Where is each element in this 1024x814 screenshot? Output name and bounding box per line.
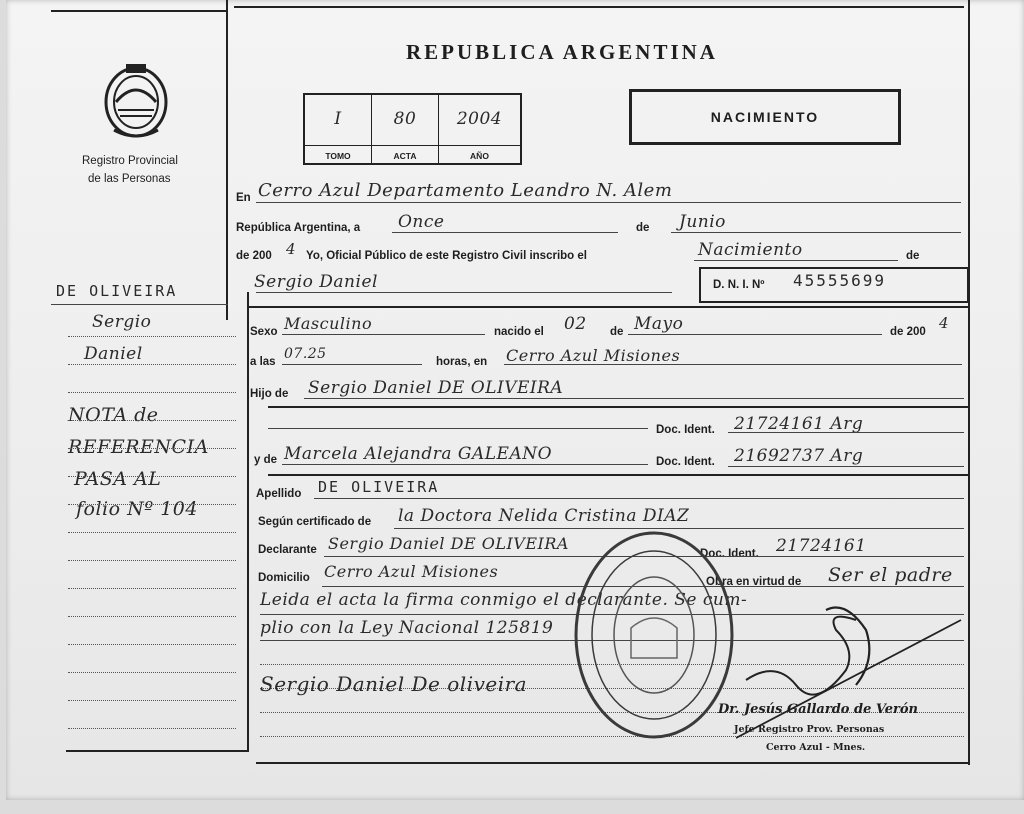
acta-label: ACTA [393, 151, 417, 161]
label-de-year: de 200 [236, 250, 272, 262]
month-written-value: Junio [679, 212, 726, 232]
closing-line-1: Leida el acta la firma conmigo el declarante. Se cum- [260, 590, 748, 610]
official-name: Dr. Jesús Gallardo de Verón [718, 702, 919, 717]
label-declarante: Declarante [258, 544, 317, 556]
label-apellido: Apellido [256, 488, 302, 500]
father-doc-rule [728, 432, 964, 433]
ano-label: AÑO [470, 151, 489, 161]
sidebar-dotted-line [68, 700, 236, 701]
sidebar-dotted-line [68, 728, 236, 729]
label-horas: horas, en [436, 356, 488, 368]
province-coat-of-arms-icon [100, 58, 172, 144]
sidebar-note-line2: REFERENCIA [68, 436, 209, 458]
right-border [968, 0, 970, 765]
label-de-2: de [906, 250, 920, 262]
mother-name-rule [282, 464, 648, 465]
label-hijo: Hijo de [250, 388, 289, 400]
birth-place-rule [504, 364, 962, 365]
month-rule [671, 232, 961, 233]
label-republica: República Argentina, a [236, 222, 361, 234]
sidebar-dotted-line [68, 532, 236, 533]
sidebar-dotted-line [68, 420, 236, 421]
official-title: Jefe Registro Prov. Personas [734, 724, 885, 735]
sidebar-dotted-line [68, 588, 236, 589]
label-sexo: Sexo [250, 326, 278, 338]
declarant-signature: Sergio Daniel De oliveira [260, 672, 528, 696]
capacity-value: Ser el padre [828, 564, 953, 586]
sidebar-dotted-line [68, 336, 236, 337]
label-nacido: nacido el [494, 326, 544, 338]
label-obra: Obra en virtud de [706, 576, 802, 588]
sidebar-dotted-line [68, 644, 236, 645]
sidebar-given-name-2: Daniel [84, 344, 143, 364]
birth-day-value: 02 [564, 314, 587, 334]
sidebar-dotted-line [68, 504, 236, 505]
father-name-value: Sergio Daniel DE OLIVEIRA [308, 378, 564, 398]
place-value: Cerro Azul Departamento Leandro N. Alem [258, 180, 673, 201]
sidebar-note-line3: PASA AL [74, 468, 162, 490]
document-type-box: NACIMIENTO [629, 89, 901, 145]
birth-time-rule [282, 364, 422, 365]
divider-vertical [247, 292, 249, 752]
mother-doc-rule [728, 466, 964, 467]
registry-name-line2: de las Personas [88, 173, 171, 185]
sidebar-dotted-line [68, 448, 236, 449]
label-doc-2: Doc. Ident. [656, 456, 715, 468]
mother-doc-value: 21692737 Arg [734, 446, 864, 466]
acta-value: 80 [393, 109, 417, 129]
row-separator-3 [268, 474, 968, 476]
day-rule [392, 232, 618, 233]
event-value: Nacimiento [698, 240, 803, 260]
address-value: Cerro Azul Misiones [324, 562, 499, 581]
label-en: En [236, 192, 251, 204]
certifier-value: la Doctora Nelida Cristina DIAZ [398, 506, 690, 526]
bottom-rule [256, 762, 970, 764]
declarant-doc-value: 21724161 [776, 536, 867, 556]
tomo-cell [305, 95, 372, 163]
registry-reference-box [303, 93, 522, 165]
official-seal-icon [571, 528, 737, 742]
sidebar-dotted-line [68, 560, 236, 561]
registry-name-line1: Registro Provincial [82, 155, 178, 167]
sidebar-dotted-line [68, 672, 236, 673]
tomo-label: TOMO [325, 151, 351, 161]
declarant-value: Sergio Daniel DE OLIVEIRA [328, 534, 569, 553]
mother-name-value: Marcela Alejandra GALEANO [284, 444, 553, 464]
birth-month-rule [628, 334, 882, 335]
surname-rule [314, 498, 964, 499]
father-extra-rule [268, 428, 648, 429]
event-rule [694, 260, 898, 261]
person-name-value: Sergio Daniel [254, 272, 378, 292]
dni-box [699, 267, 969, 303]
ano-value: 2004 [456, 109, 503, 129]
top-rule-right [234, 6, 964, 8]
sex-rule [282, 334, 485, 335]
sidebar-dotted-line [68, 364, 236, 365]
row-separator-2 [268, 406, 968, 408]
acta-cell [372, 95, 439, 163]
sex-value: Masculino [284, 314, 373, 333]
label-doc-3: Doc. Ident. [700, 548, 759, 560]
label-de-3: de [610, 326, 624, 338]
birth-month-value: Mayo [634, 314, 684, 334]
birth-certificate-page [6, 0, 1024, 800]
place-rule [256, 202, 961, 203]
sidebar-bottom-rule [66, 750, 249, 752]
birth-year-digit-value: 4 [939, 314, 950, 332]
sidebar-dotted-line [68, 616, 236, 617]
official-signature-icon [736, 590, 966, 740]
dni-value: 45555699 [793, 271, 887, 290]
person-name-rule [256, 292, 672, 293]
page-title: REPUBLICA ARGENTINA [406, 40, 718, 64]
label-de-1: de [636, 222, 650, 234]
ano-cell [439, 95, 520, 163]
label-domicilio: Domicilio [258, 572, 310, 584]
sidebar-surname: DE OLIVEIRA [56, 282, 178, 300]
father-name-rule [304, 398, 964, 399]
box-label-divider [305, 145, 520, 146]
sidebar-note-line4: folio Nº 104 [76, 498, 198, 520]
label-doc-1: Doc. Ident. [656, 424, 715, 436]
year-digit-value: 4 [286, 240, 297, 258]
label-segun: Según certificado de [258, 516, 372, 528]
top-rule-left [51, 10, 226, 12]
birth-time-value: 07.25 [284, 346, 327, 362]
label-oficial: Yo, Oficial Público de este Registro Civil inscribo el [306, 250, 587, 262]
father-doc-value: 21724161 Arg [734, 414, 864, 434]
sidebar-dotted-line [68, 476, 236, 477]
left-column-border [226, 0, 228, 320]
closing-line-2: plio con la Ley Nacional 125819 [260, 618, 554, 638]
dni-label: D. N. I. Nº [713, 279, 765, 291]
label-y-de: y de [254, 454, 278, 466]
sidebar-note-line1: NOTA de [68, 404, 159, 426]
birth-place-value: Cerro Azul Misiones [506, 346, 681, 365]
label-a-las: a las [250, 356, 276, 368]
sidebar-given-name-1: Sergio [92, 312, 152, 332]
tomo-value: I [334, 109, 342, 129]
label-de-year-2: de 200 [890, 326, 926, 338]
sidebar-surname-rule [51, 304, 228, 305]
sidebar-dotted-line [68, 392, 236, 393]
surname-value: DE OLIVEIRA [318, 478, 440, 496]
official-office: Cerro Azul - Mnes. [766, 742, 866, 753]
row-separator-1 [249, 306, 969, 308]
day-written-value: Once [398, 212, 445, 232]
